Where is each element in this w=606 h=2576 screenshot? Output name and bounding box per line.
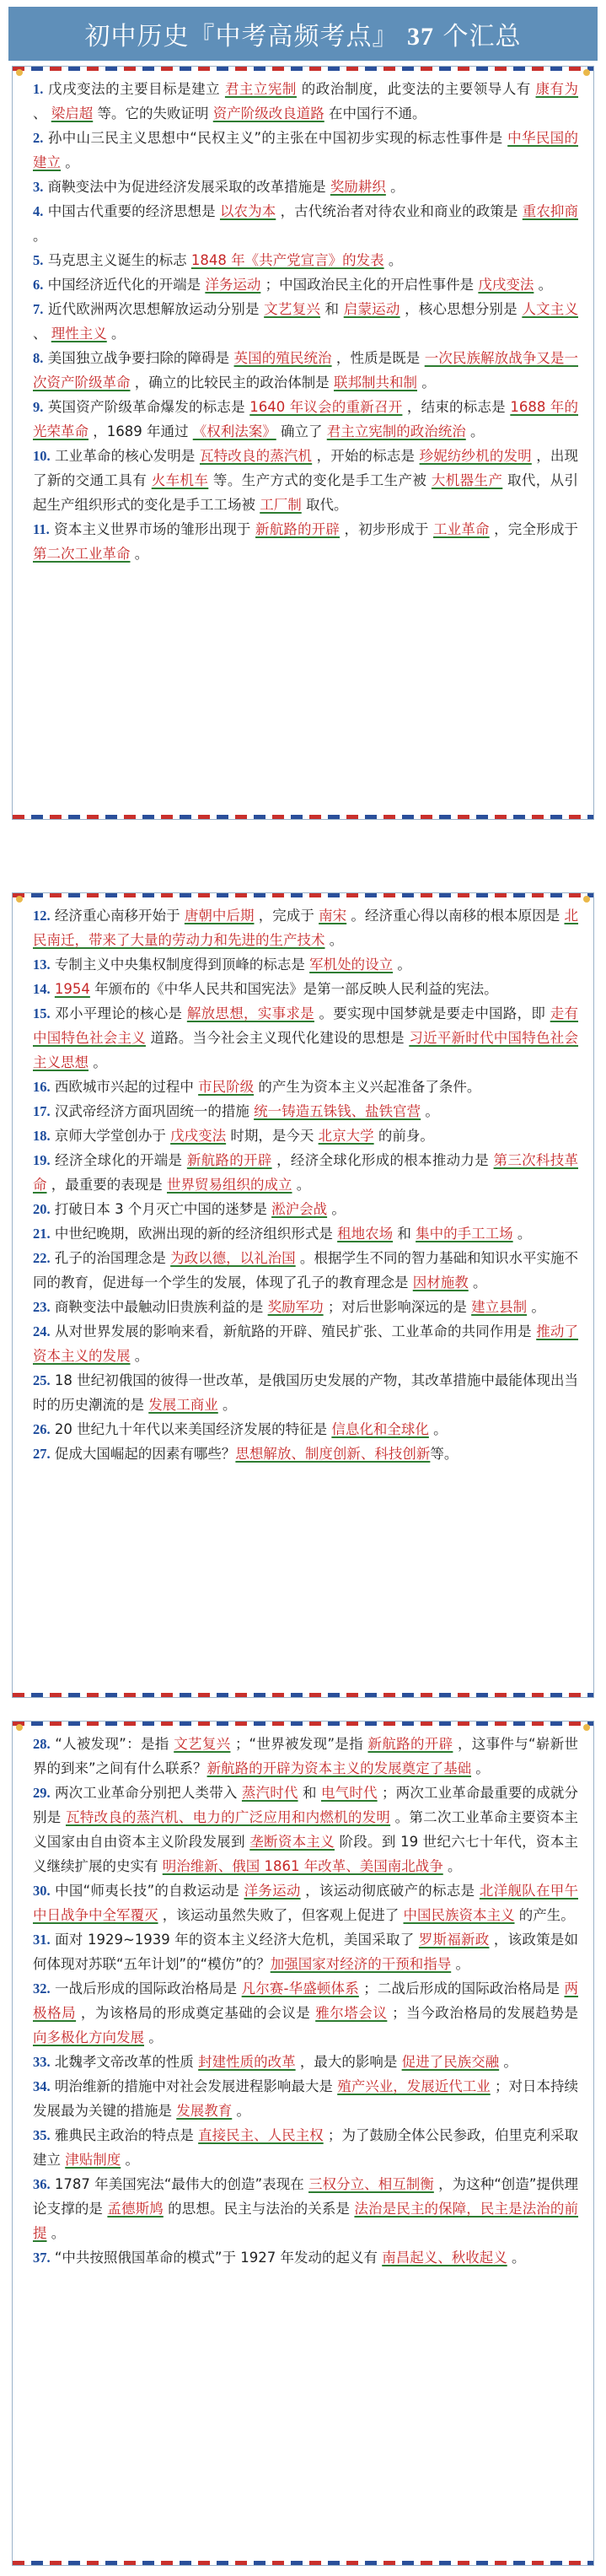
point-text: ，最大的影响是 — [295, 2054, 402, 2070]
key-answer: 南昌起义、秋收起义 — [382, 2250, 507, 2266]
point-item — [33, 444, 578, 517]
point-text: 18 世纪初俄国的彼得一世改革，是俄国历史发展的产物，其改革措施中最能体现出当时的历史潮流的是 — [33, 1372, 578, 1413]
point-number: 21. — [33, 1226, 51, 1242]
point-number: 19. — [33, 1152, 51, 1168]
key-answer: 蒸汽时代 — [241, 1785, 298, 1801]
point-text: 京师大学堂创办于 — [54, 1128, 171, 1144]
key-answer: 1688 年的光荣革命 — [33, 399, 578, 439]
point-number: 28. — [33, 1736, 51, 1752]
point-item — [33, 977, 578, 1001]
point-text: 。第二次工业革命主要资本主义国家由自由资本主义阶段发展到 — [33, 1809, 579, 1850]
key-answer: 一次民族解放战争又是一次资产阶级革命 — [33, 350, 578, 391]
key-answer: 1954 — [54, 981, 90, 997]
point-text: 等。它的失败证明 — [93, 105, 213, 121]
key-answer: 三权分立、相互制衡 — [308, 2176, 434, 2192]
key-answer: 资产阶级改良道路 — [212, 105, 324, 121]
key-answer: 《权利法案》 — [192, 423, 276, 439]
key-answer: 直接民主、人民主权 — [198, 2127, 324, 2143]
point-text: 。 — [417, 375, 436, 391]
key-answer: 加强国家对经济的干预和指导 — [270, 1956, 452, 1972]
key-answer: 世界贸易组织的成立 — [167, 1177, 292, 1193]
point-text: ，最重要的表现是 — [46, 1177, 167, 1193]
key-answer: 习近平新时代中国特色社会主义思想 — [33, 1030, 579, 1070]
key-answer: 因材施教 — [412, 1275, 469, 1291]
point-text: 年颁布的《中华人民共和国宪法》是第一部反映人民利益的宪法。 — [89, 981, 498, 997]
point-text: 两次工业革命分别把人类带入 — [55, 1785, 242, 1801]
key-answer: 电气时代 — [321, 1785, 378, 1801]
key-answer: 中华民国的建立 — [33, 130, 579, 170]
point-text: 一战后形成的国际政治格局是 — [55, 1981, 242, 1997]
point-text: 北魏孝文帝改革的性质 — [54, 2054, 199, 2070]
point-number: 26. — [33, 1421, 51, 1437]
point-text: 的思想。民主与法治的关系是 — [163, 2201, 355, 2217]
decor-dot — [16, 896, 23, 903]
point-text: 汉武帝经济方面巩固统一的措施 — [54, 1103, 255, 1119]
point-item — [33, 1075, 578, 1099]
key-answer: 梁启超 — [51, 105, 94, 121]
key-answer: 发展教育 — [176, 2103, 233, 2119]
point-item — [33, 1927, 578, 1976]
key-answer: 联邦制共和制 — [334, 375, 417, 391]
key-answer: 殖产兴业，发展近代工业 — [337, 2078, 491, 2094]
point-item — [33, 517, 578, 566]
point-number: 10. — [33, 448, 51, 464]
point-item — [33, 1221, 578, 1246]
point-number: 18. — [33, 1128, 51, 1144]
point-item — [33, 1319, 578, 1368]
point-text: 经济全球化的开端是 — [55, 1152, 187, 1168]
point-number: 23. — [33, 1299, 51, 1315]
point-text: 。 — [130, 1348, 149, 1364]
decor-dot — [16, 1724, 23, 1731]
point-number: 13. — [33, 957, 51, 973]
key-answer: 北民南迁，带来了大量的劳动力和先进的生产技术 — [33, 908, 579, 948]
point-text: 。 — [324, 932, 344, 948]
point-text: 。 — [385, 179, 405, 195]
point-text: 取代。 — [301, 497, 348, 513]
key-answer: 淞沪会战 — [271, 1201, 328, 1217]
point-item — [33, 2123, 578, 2172]
point-text: 戊戌变法的主要目标是建立 — [48, 81, 225, 97]
point-number: 15. — [33, 1005, 51, 1021]
decor-dot — [583, 69, 590, 76]
key-answer: 唐朝中后期 — [184, 908, 255, 924]
point-text: 。 — [292, 1177, 311, 1193]
point-item — [33, 2050, 578, 2074]
point-text: 。根据学生不同的智力基础和知识水平实施不同的教育，促进每一个学生的发展，体现了孔子的教育理念是 — [33, 1250, 578, 1291]
point-text: 促成大国崛起的因素有哪些？ — [54, 1446, 236, 1462]
point-number: 14. — [33, 981, 51, 997]
key-answer: 发展工商业 — [148, 1397, 218, 1413]
point-text: 确立了 — [276, 423, 327, 439]
point-number: 24. — [33, 1323, 51, 1339]
point-text: ，为该格局的形成奠定基础的会议是 — [76, 2005, 316, 2021]
point-item — [33, 1976, 578, 2050]
key-answer: 为政以德，以礼治国 — [170, 1250, 296, 1266]
key-answer: 中国民族资本主义 — [403, 1907, 515, 1923]
point-text: 1787 年美国宪法“最伟大的创造”表现在 — [54, 2176, 309, 2192]
point-number: 8. — [33, 350, 44, 366]
key-answer: 奖励军功 — [267, 1299, 324, 1315]
point-item — [33, 2074, 578, 2123]
point-item — [33, 1124, 578, 1148]
point-item — [33, 1295, 578, 1319]
key-answer: 南宋 — [319, 908, 347, 924]
key-answer: 君主立宪制 — [224, 81, 297, 97]
point-number: 33. — [33, 2054, 51, 2070]
point-item — [33, 2245, 578, 2270]
point-item — [33, 1442, 578, 1466]
key-answer: 英国的殖民统治 — [233, 350, 332, 366]
key-answer: 文艺复兴 — [264, 301, 321, 317]
point-number: 35. — [33, 2127, 51, 2143]
point-text: 。 — [130, 546, 149, 562]
point-text: 在中国行不通。 — [324, 105, 426, 121]
point-text: 中国古代重要的经济思想是 — [47, 203, 220, 219]
point-text: ，初步形成于 — [340, 521, 433, 537]
point-text: 等。 — [430, 1446, 459, 1462]
point-text: ，这事件与“崭新世界的到来”之间有什么联系？ — [33, 1736, 579, 1776]
key-answer: 戊戌变法 — [170, 1128, 227, 1144]
key-answer: 新航路的开辟 — [186, 1152, 272, 1168]
key-answer: 统一铸造五铢钱、盐铁官营 — [254, 1103, 421, 1119]
point-text: 商鞅变法中最触动旧贵族利益的是 — [54, 1299, 268, 1315]
key-answer: 洋务运动 — [244, 1883, 301, 1899]
point-text: ，该政策是如何体现对苏联“五年计划”的“模仿”的？ — [33, 1932, 579, 1972]
key-answer: 孟德斯鸠 — [107, 2201, 164, 2217]
point-text: ，开始的标志是 — [312, 448, 420, 464]
point-text: 的前身。 — [373, 1128, 434, 1144]
point-text: 等。生产方式的变化是手工生产被 — [208, 472, 432, 488]
point-text: 专制主义中央集权制度得到顶峰的标志是 — [54, 957, 310, 973]
point-text: ；对日本持续发展最为关键的措施是 — [33, 2078, 578, 2119]
point-text: 。 — [217, 1397, 237, 1413]
section-2 — [12, 892, 594, 1698]
key-answer: 北洋舰队在甲午中日战争中全军覆灭 — [33, 1883, 578, 1923]
point-text: 。 — [512, 1226, 532, 1242]
key-answer: 工厂制 — [260, 497, 302, 513]
key-answer: 瓦特改良的蒸汽机 — [199, 448, 313, 464]
point-item — [33, 1001, 578, 1075]
point-text: 近代欧洲两次思想解放运动分别是 — [47, 301, 265, 317]
point-item — [33, 272, 578, 297]
key-answer: 租地农场 — [337, 1226, 394, 1242]
point-text: 从对世界发展的影响来看，新航路的开辟、殖民扩张、工业革命的共同作用是 — [55, 1323, 537, 1339]
key-answer: 第二次工业革命 — [33, 546, 131, 562]
point-item — [33, 1197, 578, 1221]
key-answer: 1640 年议会的重新召开 — [249, 399, 403, 415]
key-answer: 新航路的开辟 — [255, 521, 341, 537]
key-answer: 大机器生产 — [431, 472, 503, 488]
key-answer: 向多极化方向发展 — [33, 2029, 144, 2045]
point-text: 孙中山三民主义思想中“民权主义”的主张在中国初步实现的标志性事件是 — [47, 130, 508, 146]
point-text: ；中国政治民主化的开启性事件是 — [260, 277, 479, 293]
point-text: 打破日本 3 个月灭亡中国的迷梦是 — [54, 1201, 272, 1217]
point-text: 和 — [298, 1785, 321, 1801]
key-answer: 理性主义 — [51, 326, 107, 342]
point-item — [33, 1099, 578, 1124]
point-number: 30. — [33, 1883, 51, 1899]
point-text: 。 — [383, 252, 403, 268]
point-number: 9. — [33, 399, 44, 415]
point-item — [33, 199, 578, 248]
point-text: 道路。当今社会主义现代化建设的思想是 — [145, 1030, 410, 1046]
key-answer: 君主立宪制的政治统治 — [326, 423, 466, 439]
point-text: 。 — [534, 277, 553, 293]
point-text: ，为这种“创造”提供理论支撑的是 — [33, 2176, 579, 2217]
point-number: 32. — [33, 1981, 51, 1997]
decor-dot — [16, 69, 23, 76]
point-number: 7. — [33, 301, 44, 317]
key-answer: 凡尔赛-华盛顿体系 — [241, 1981, 359, 1997]
point-text: 。 — [451, 1956, 469, 1972]
point-number: 1. — [33, 81, 44, 97]
point-text: ，核心思想分别是 — [400, 301, 523, 317]
point-text: 的政治制度，此变法的主要领导人有 — [296, 81, 536, 97]
key-answer: 封建性质的改革 — [198, 2054, 296, 2070]
point-text: ；两次工业革命最重要的成就分别是 — [33, 1785, 579, 1825]
point-text: 。 — [144, 2029, 163, 2045]
point-number: 4. — [33, 203, 44, 219]
point-text: 。 — [442, 1858, 462, 1874]
key-answer: 走有中国特色社会主义 — [33, 1005, 579, 1046]
point-text: 马克思主义诞生的标志 — [47, 252, 191, 268]
point-text: 邓小平理论的核心是 — [55, 1005, 187, 1021]
point-text: 孔子的治国理念是 — [54, 1250, 171, 1266]
key-answer: 促进了民族交融 — [401, 2054, 500, 2070]
point-text: 明治维新的措施中对社会发展进程影响最大是 — [54, 2078, 338, 2094]
key-answer: 明治维新、俄国 1861 年改革、美国南北战争 — [162, 1858, 443, 1874]
point-text: “人被发现”：是指 — [55, 1736, 174, 1752]
point-text: 和 — [393, 1226, 416, 1242]
point-number: 12. — [33, 908, 51, 924]
key-answer: 集中的手工工场 — [416, 1226, 513, 1242]
point-text: 、 — [33, 326, 51, 342]
point-text: ，性质是既是 — [331, 350, 425, 366]
page-header — [8, 7, 598, 61]
point-text: 。 — [327, 1201, 346, 1217]
point-item — [33, 297, 578, 346]
key-answer: 垄断资本主义 — [249, 1834, 335, 1850]
point-text: 面对 1929~1939 年的资本主义经济大危机，美国采取了 — [55, 1932, 419, 1948]
point-text: 经济重心南移开始于 — [54, 908, 185, 924]
point-text: 中世纪晚期，欧洲出现的新的经济组织形式是 — [54, 1226, 338, 1242]
key-answer: 奖励耕织 — [330, 179, 386, 195]
point-text: ，该运动虽然失败了，但客观上促进了 — [158, 1907, 404, 1923]
point-text: 阶段。到 19 世纪六七十年代，资本主义继续扩展的史实有 — [33, 1834, 579, 1874]
point-item — [33, 175, 578, 199]
key-answer: 津贴制度 — [65, 2152, 121, 2168]
point-item — [33, 126, 578, 175]
point-number: 27. — [33, 1446, 51, 1462]
point-text: 雅典民主政治的特点是 — [54, 2127, 199, 2143]
decor-dot — [583, 896, 590, 903]
point-text: 20 世纪九十年代以来美国经济发展的特征是 — [54, 1421, 332, 1437]
point-number: 20. — [33, 1201, 51, 1217]
point-number: 2. — [33, 130, 44, 146]
point-text: 和 — [320, 301, 344, 317]
point-item — [33, 1246, 578, 1295]
point-text: 西欧城市兴起的过程中 — [54, 1079, 199, 1095]
point-text: ，出现了新的交通工具有 — [33, 448, 579, 488]
key-answer: 军机处的设立 — [309, 957, 394, 973]
point-number: 37. — [33, 2250, 51, 2266]
point-number: 5. — [33, 252, 44, 268]
point-item — [33, 395, 578, 444]
point-item — [33, 77, 578, 126]
point-item — [33, 1148, 578, 1197]
point-text: ，完成于 — [254, 908, 319, 924]
key-answer: 1848 年《共产党宣言》的发表 — [190, 252, 384, 268]
point-text: 、 — [33, 105, 51, 121]
point-number: 29. — [33, 1785, 51, 1801]
key-answer: 两极格局 — [33, 1981, 578, 2021]
key-answer: 法治是民主的保障，民主是法治的前提 — [33, 2201, 579, 2241]
point-text: “中共按照俄国革命的模式”于 1927 年发动的起义有 — [54, 2250, 383, 2266]
point-text: 。 — [507, 2250, 526, 2266]
point-text: 。要实现中国梦就是要走中国路，即 — [314, 1005, 550, 1021]
key-answer: 人文主义 — [522, 301, 578, 317]
key-answer: 启蒙运动 — [343, 301, 400, 317]
point-text: 。 — [428, 1421, 448, 1437]
point-text: ，该运动彻底破产的标志是 — [300, 1883, 480, 1899]
key-answer: 以农为本 — [219, 203, 276, 219]
point-item — [33, 952, 578, 977]
key-answer: 罗斯福新政 — [418, 1932, 490, 1948]
point-text: 。 — [61, 154, 79, 170]
point-text: 英国资产阶级革命爆发的标志是 — [47, 399, 250, 415]
point-text: ，结束的标志是 — [402, 399, 511, 415]
point-number: 11. — [33, 521, 50, 537]
point-text: 。 — [393, 957, 411, 973]
point-item — [33, 1878, 578, 1927]
key-answer: 建立县制 — [471, 1299, 528, 1315]
point-text: 。 — [465, 423, 485, 439]
point-text: 。 — [232, 2103, 250, 2119]
point-text: 。 — [421, 1103, 439, 1119]
point-text: 的产生为资本主义兴起准备了条件。 — [254, 1079, 481, 1095]
point-text: ，确立的比较民主的政治体制是 — [130, 375, 334, 391]
point-text: ；对后世影响深远的是 — [323, 1299, 472, 1315]
key-answer: 工业革命 — [433, 521, 490, 537]
key-answer: 新航路的开辟为资本主义的发展奠定了基础 — [206, 1760, 472, 1776]
point-text: ，完全形成于 — [489, 521, 579, 537]
key-answer: 第三次科技革命 — [33, 1152, 579, 1193]
point-text: 。 — [46, 2225, 66, 2241]
point-text: ，经济全球化形成的根本推动力是 — [271, 1152, 494, 1168]
point-item — [33, 346, 578, 395]
point-number: 31. — [33, 1932, 51, 1948]
key-answer: 新航路的开辟 — [367, 1736, 453, 1752]
key-answer: 火车机车 — [151, 472, 209, 488]
point-text: ；“世界被发现”是指 — [230, 1736, 368, 1752]
point-text: 。 — [527, 1299, 545, 1315]
point-text: 的产生。 — [514, 1907, 575, 1923]
key-answer: 珍妮纺纱机的发明 — [419, 448, 532, 464]
point-text: 中国“师夷长技”的自救运动是 — [55, 1883, 244, 1899]
point-number: 25. — [33, 1372, 51, 1388]
page-title: 初中历史『中考高频考点』 37 个汇总 — [84, 22, 522, 51]
point-text: 工业革命的核心发明是 — [55, 448, 200, 464]
point-number: 6. — [33, 277, 44, 293]
key-answer: 重农抑商 — [522, 203, 578, 219]
key-answer: 推动了资本主义的发展 — [33, 1323, 579, 1364]
key-answer: 信息化和全球化 — [331, 1421, 429, 1437]
point-item — [33, 1417, 578, 1442]
point-item — [33, 1732, 578, 1781]
point-item — [33, 248, 578, 272]
key-answer: 文艺复兴 — [174, 1736, 231, 1752]
point-text: 商鞅变法中为促进经济发展采取的改革措施是 — [47, 179, 330, 195]
point-number: 36. — [33, 2176, 51, 2192]
point-text: 时期，是今天 — [226, 1128, 319, 1144]
point-text: ；当今政治格局的发展趋势是 — [387, 2005, 579, 2021]
point-text: 。经济重心得以南移的根本原因是 — [346, 908, 565, 924]
point-text: 取代，从引起生产组织形式的变化是手工工场被 — [33, 472, 578, 513]
point-number: 34. — [33, 2078, 51, 2094]
key-answer: 思想解放、制度创新、科技创新 — [235, 1446, 431, 1462]
point-text: ；为了鼓励全体公民参政，伯里克利采取建立 — [33, 2127, 578, 2168]
section-3 — [12, 1721, 594, 2566]
point-item — [33, 1368, 578, 1417]
point-text: 。 — [471, 1760, 490, 1776]
section-1 — [12, 66, 594, 820]
point-number: 16. — [33, 1079, 51, 1095]
point-number: 22. — [33, 1250, 51, 1266]
point-text: ，古代统治者对待农业和商业的政策是 — [276, 203, 523, 219]
point-text: 。 — [88, 1054, 107, 1070]
point-text: 。 — [33, 228, 47, 244]
point-text: 。 — [106, 326, 126, 342]
point-text: 。 — [121, 2152, 139, 2168]
key-answer: 瓦特改良的蒸汽机、电力的广泛应用和内燃机的发明 — [65, 1809, 391, 1825]
key-answer: 北京大学 — [318, 1128, 374, 1144]
key-answer: 市民阶级 — [198, 1079, 255, 1095]
point-item — [33, 903, 578, 952]
key-answer: 雅尔塔会议 — [315, 2005, 388, 2021]
key-answer: 解放思想，实事求是 — [186, 1005, 314, 1021]
key-answer: 康有为 — [535, 81, 579, 97]
point-text: 中国经济近代化的开端是 — [47, 277, 206, 293]
point-item — [33, 1781, 578, 1878]
point-text: 资本主义世界市场的雏形出现于 — [54, 521, 256, 537]
point-item — [33, 2172, 578, 2245]
point-text: 美国独立战争要扫除的障碍是 — [47, 350, 234, 366]
point-text: ，1689 年通过 — [88, 423, 193, 439]
point-text: 。 — [499, 2054, 518, 2070]
decor-dot — [583, 1724, 590, 1731]
key-answer: 戊戌变法 — [478, 277, 534, 293]
key-answer: 洋务运动 — [205, 277, 261, 293]
point-number: 3. — [33, 179, 44, 195]
point-text: 。 — [468, 1275, 487, 1291]
point-text: ；二战后形成的国际政治格局是 — [358, 1981, 565, 1997]
point-number: 17. — [33, 1103, 51, 1119]
